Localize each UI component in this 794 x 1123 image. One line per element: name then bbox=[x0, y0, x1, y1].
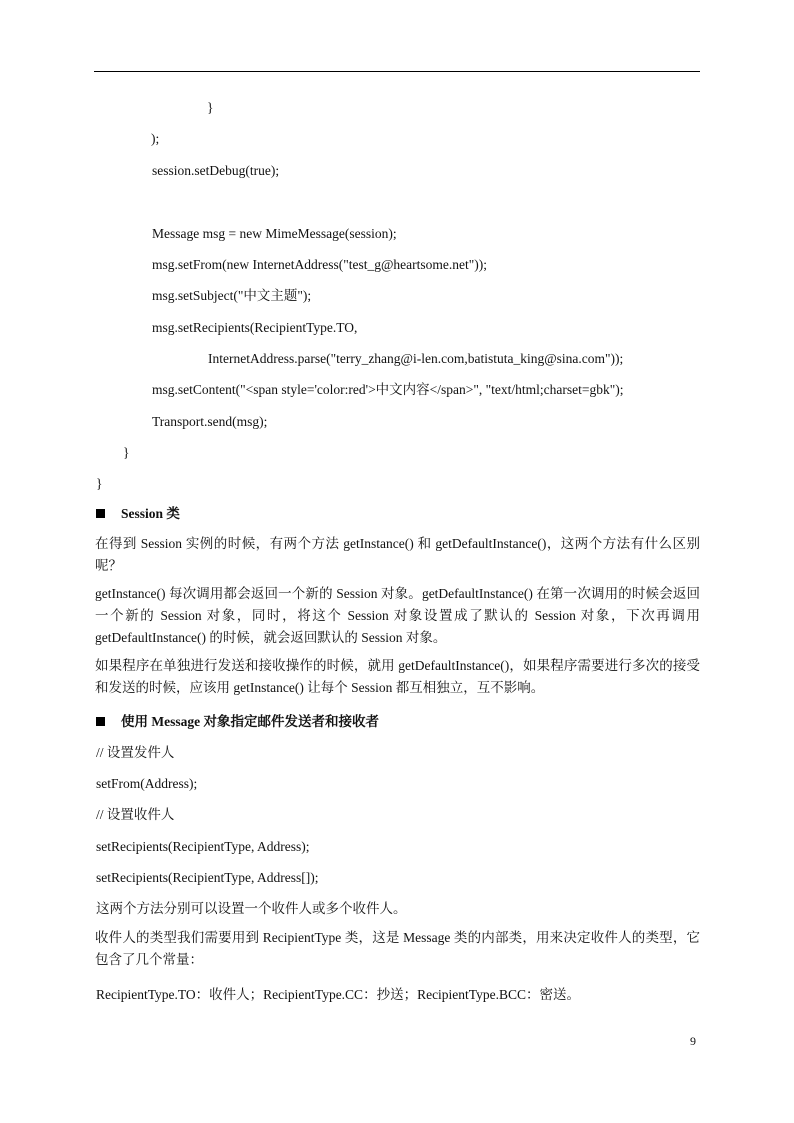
body-text: RecipientType.TO：收件人；RecipientType.CC：抄送；RecipientType.BCC：密送。 bbox=[96, 987, 580, 1002]
page-number: 9 bbox=[690, 1034, 696, 1048]
code-line: } bbox=[207, 100, 214, 115]
square-bullet-icon bbox=[96, 509, 105, 518]
code-line: } bbox=[123, 445, 130, 460]
code-line: session.setDebug(true); bbox=[152, 163, 280, 178]
code-line: setFrom(Address); bbox=[96, 776, 198, 791]
code-line: setRecipients(RecipientType, Address); bbox=[96, 839, 310, 854]
square-bullet-icon bbox=[96, 717, 105, 726]
section-heading bbox=[96, 713, 379, 730]
code-line: } bbox=[96, 476, 103, 491]
paragraph: 在得到 Session 实例的时候，有两个方法 getInstance() 和 getDefaultInstance()，这两个方法有什么区别呢？ bbox=[95, 536, 700, 573]
code-line: msg.setFrom(new InternetAddress("test_g@heartsome.net")); bbox=[152, 257, 487, 272]
code-line: msg.setContent("<span style='color:red'>中文内容</span>", "text/html;charset=gbk"); bbox=[152, 382, 624, 397]
paragraph: 收件人的类型我们需要用到 RecipientType 类，这是 Message 类的内部类，用来决定收件人的类型，它包含了几个常量： bbox=[95, 930, 700, 967]
section-heading-text: 使用 Message 对象指定邮件发送者和接收者 bbox=[121, 714, 379, 729]
code-line: InternetAddress.parse("terry_zhang@i-len.com,batistuta_king@sina.com")); bbox=[208, 351, 624, 366]
code-line: Message msg = new MimeMessage(session); bbox=[152, 226, 397, 241]
header-rule bbox=[94, 71, 700, 72]
paragraph: 如果程序在单独进行发送和接收操作的时候，就用 getDefaultInstance()，如果程序需要进行多次的接受和发送的时候，应该用 getInstance() 让每个 Session 都互相独立，互不影响。 bbox=[95, 658, 700, 695]
paragraph: getInstance() 每次调用都会返回一个新的 Session 对象。getDefaultInstance() 在第一次调用的时候会返回一个新的 Session 对象，同时，将这个 Session 对象设置成了默认的 Session 对象，下次再调用 getDefaultInstance() 的时候，就会返回默认的 Session 对象。 bbox=[95, 586, 700, 645]
section-heading bbox=[96, 505, 180, 522]
code-line: ); bbox=[151, 131, 160, 146]
section-heading-text: Session 类 bbox=[121, 506, 180, 521]
code-line: Transport.send(msg); bbox=[152, 414, 268, 429]
code-comment: // 设置收件人 bbox=[96, 807, 175, 822]
body-text: 这两个方法分别可以设置一个收件人或多个收件人。 bbox=[96, 901, 407, 916]
code-line: msg.setRecipients(RecipientType.TO, bbox=[152, 320, 358, 335]
code-comment: // 设置发件人 bbox=[96, 745, 175, 760]
code-line: msg.setSubject("中文主题"); bbox=[152, 288, 312, 303]
code-line: setRecipients(RecipientType, Address[]); bbox=[96, 870, 319, 885]
